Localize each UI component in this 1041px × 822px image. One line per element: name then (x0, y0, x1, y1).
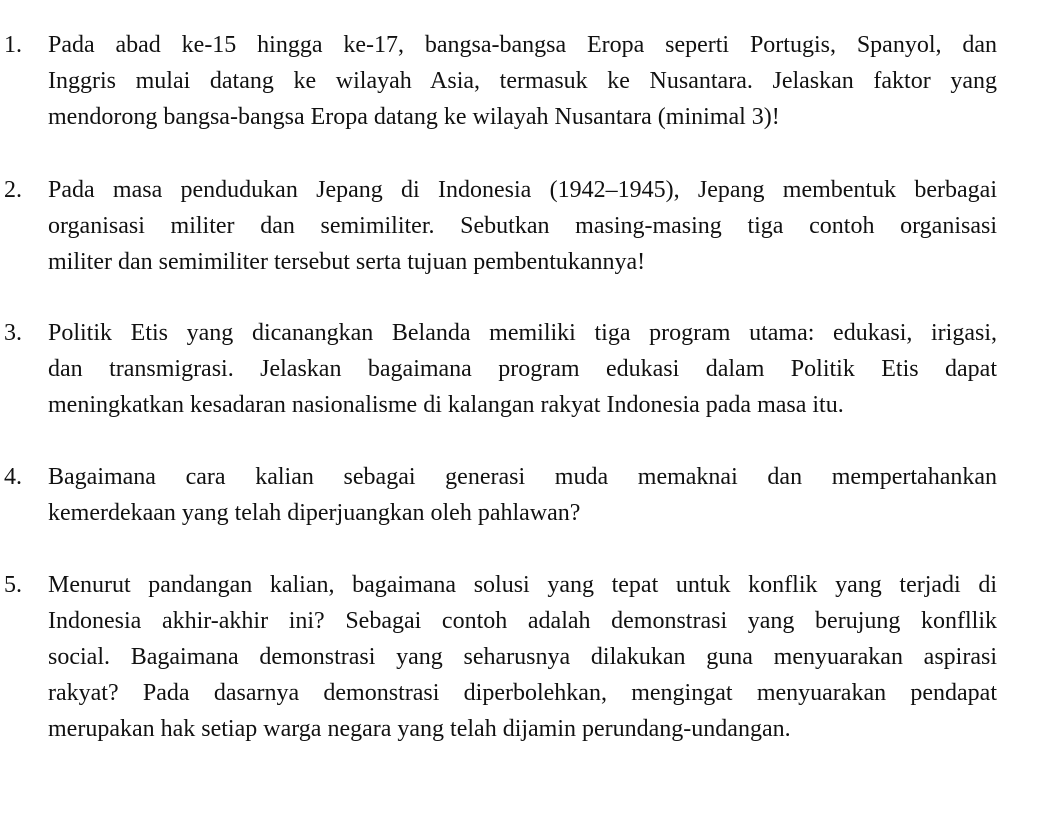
question-number: 4. (4, 464, 22, 490)
question-number: 3. (4, 320, 22, 346)
question-line: Pada abad ke-15 hingga ke-17, bangsa-bangsa Eropa seperti Portugis, Spanyol, dan (48, 32, 997, 58)
question-line: Bagaimana cara kalian sebagai generasi muda memaknai dan mempertahankan (48, 464, 997, 490)
question-line: Politik Etis yang dicanangkan Belanda memiliki tiga program utama: edukasi, irigasi, (48, 320, 997, 346)
question-line: organisasi militer dan semimiliter. Sebutkan masing-masing tiga contoh organisasi (48, 213, 997, 239)
question-line: social. Bagaimana demonstrasi yang seharusnya dilakukan guna menyuarakan aspirasi (48, 644, 997, 670)
question-line: Pada masa pendudukan Jepang di Indonesia (1942–1945), Jepang membentuk berbagai (48, 177, 997, 203)
question-number: 2. (4, 177, 22, 203)
question-line: Indonesia akhir-akhir ini? Sebagai contoh adalah demonstrasi yang berujung konfllik (48, 608, 997, 634)
question-line: dan transmigrasi. Jelaskan bagaimana program edukasi dalam Politik Etis dapat (48, 356, 997, 382)
question-line: merupakan hak setiap warga negara yang telah dijamin perundang-undangan. (48, 716, 791, 742)
question-line: meningkatkan kesadaran nasionalisme di kalangan rakyat Indonesia pada masa itu. (48, 392, 844, 418)
question-line: mendorong bangsa-bangsa Eropa datang ke wilayah Nusantara (minimal 3)! (48, 104, 780, 130)
question-line: rakyat? Pada dasarnya demonstrasi diperbolehkan, mengingat menyuarakan pendapat (48, 680, 997, 706)
question-number: 1. (4, 32, 22, 58)
question-line: kemerdekaan yang telah diperjuangkan oleh pahlawan? (48, 500, 581, 526)
question-line: Menurut pandangan kalian, bagaimana solusi yang tepat untuk konflik yang terjadi di (48, 572, 997, 598)
question-line: Inggris mulai datang ke wilayah Asia, termasuk ke Nusantara. Jelaskan faktor yang (48, 68, 997, 94)
question-number: 5. (4, 572, 22, 598)
question-line: militer dan semimiliter tersebut serta tujuan pembentukannya! (48, 249, 646, 275)
